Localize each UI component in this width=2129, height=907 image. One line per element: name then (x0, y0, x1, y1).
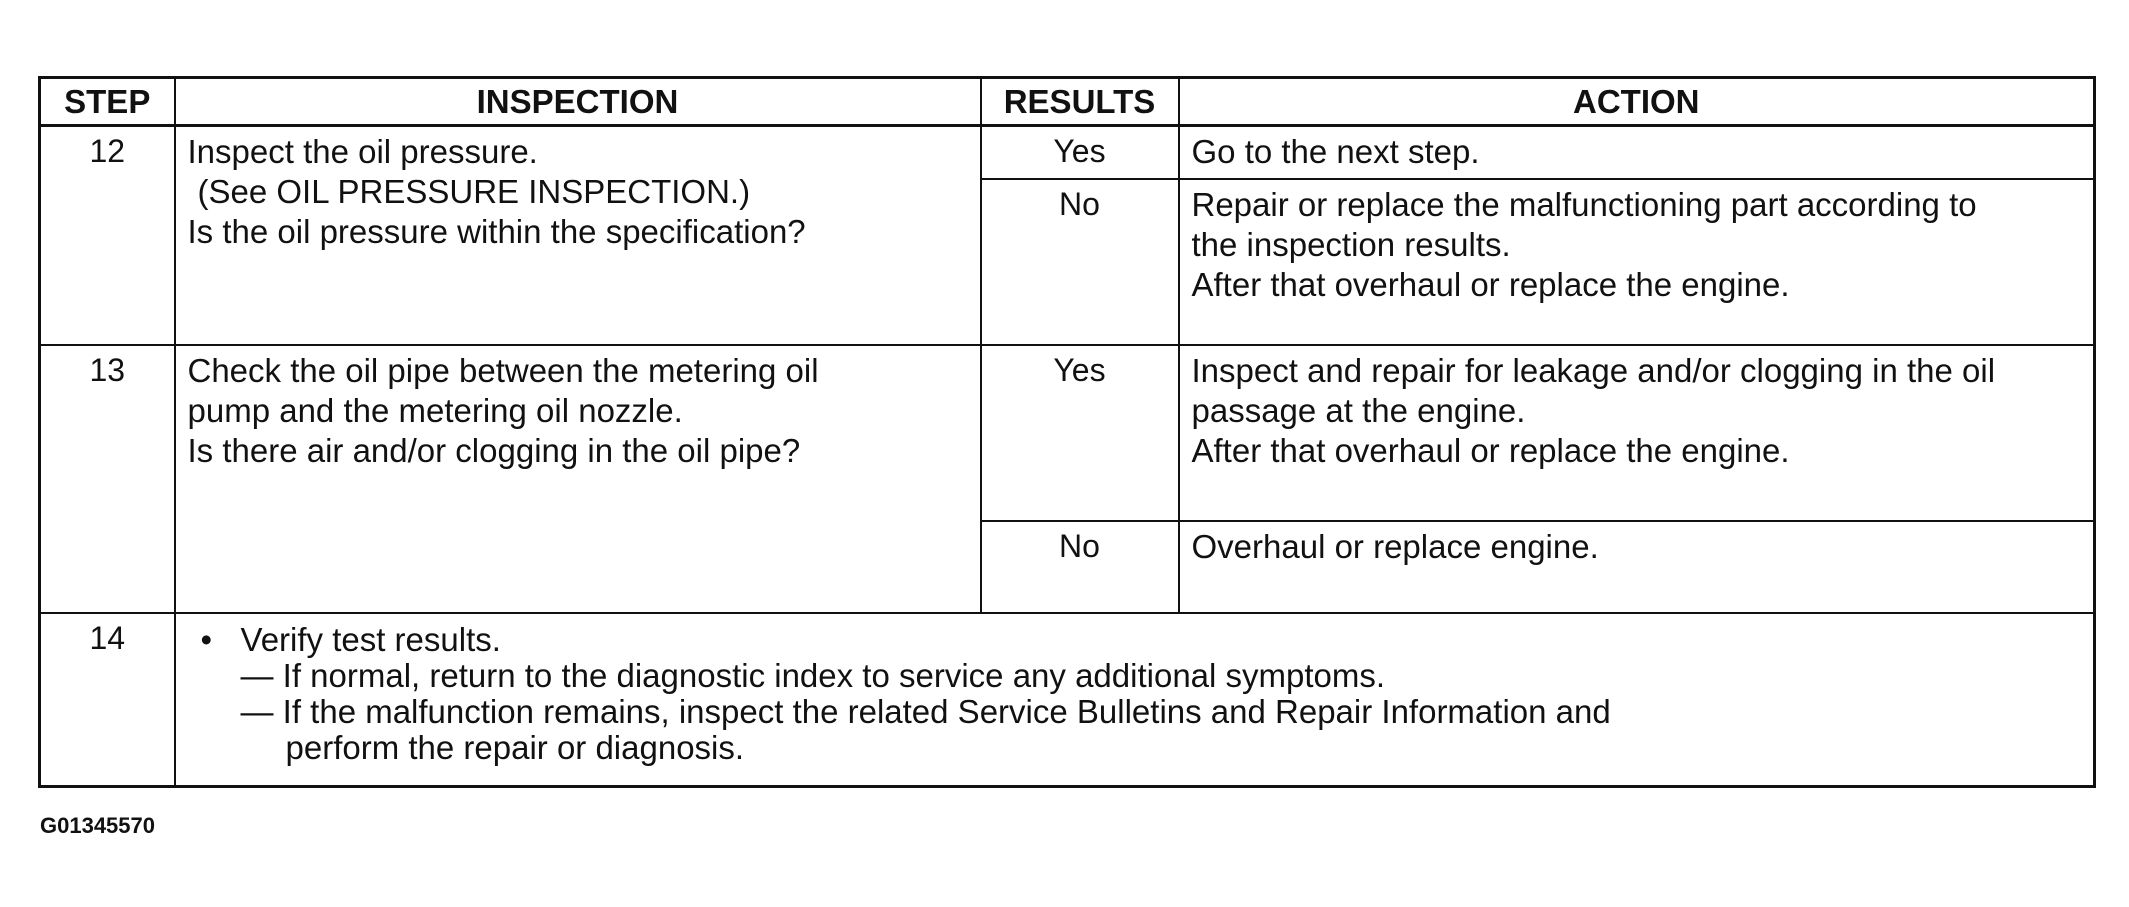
verify-title-line (201, 622, 2082, 658)
bullet-icon: • (200, 620, 213, 658)
inspection-line: Inspect the oil pressure. (187, 133, 538, 170)
action-line: Repair or replace the malfunctioning part according to (1191, 185, 1977, 223)
result-value: Yes (981, 345, 1179, 521)
inspection-cell (175, 126, 981, 346)
inspection-line: pump and the metering oil nozzle. (187, 392, 683, 430)
table-row (40, 126, 2095, 179)
step-number: 14 (40, 613, 175, 787)
action-line: passage at the engine. (1191, 392, 1526, 430)
inspection-line: Is there air and/or clogging in the oil pipe? (187, 432, 801, 470)
action-line: Overhaul or replace engine. (1191, 527, 1599, 565)
action-cell (1179, 126, 2095, 179)
header-step: STEP (40, 78, 175, 126)
verify-title: Verify test results. (240, 620, 501, 658)
inspection-line: Check the oil pipe between the metering oil (187, 352, 819, 390)
action-cell (1179, 345, 2095, 521)
step-number: 13 (40, 345, 175, 613)
diagnostic-table (38, 76, 2096, 788)
action-line: the inspection results. (1191, 225, 1511, 263)
header-results: RESULTS (981, 78, 1179, 126)
action-cell (1179, 179, 2095, 346)
inspection-line: Is the oil pressure within the specification? (187, 213, 806, 250)
result-value: No (981, 179, 1179, 346)
inspection-cell (175, 345, 981, 613)
table-row (40, 345, 2095, 521)
action-line: After that overhaul or replace the engine. (1191, 432, 1790, 470)
header-action: ACTION (1179, 78, 2095, 126)
action-line: Go to the next step. (1191, 133, 1480, 170)
header-inspection: INSPECTION (175, 78, 981, 126)
table-header-row (40, 78, 2095, 126)
result-value: No (981, 521, 1179, 613)
verify-cell (175, 613, 2095, 787)
verify-item: — If the malfunction remains, inspect the related Service Bulletins and Repair Information and (240, 692, 1611, 730)
action-line: Inspect and repair for leakage and/or clogging in the oil (1191, 352, 1996, 390)
verify-item: — If normal, return to the diagnostic index to service any additional symptoms. (240, 656, 1386, 694)
action-line: After that overhaul or replace the engine. (1191, 265, 1790, 303)
step-number: 12 (40, 126, 175, 346)
inspection-line: (See OIL PRESSURE INSPECTION.) (197, 173, 751, 210)
result-value: Yes (981, 126, 1179, 179)
table-row (40, 613, 2095, 787)
action-cell (1179, 521, 2095, 613)
verify-item-continuation: perform the repair or diagnosis. (285, 728, 745, 766)
figure-id: G01345570 (40, 813, 155, 838)
